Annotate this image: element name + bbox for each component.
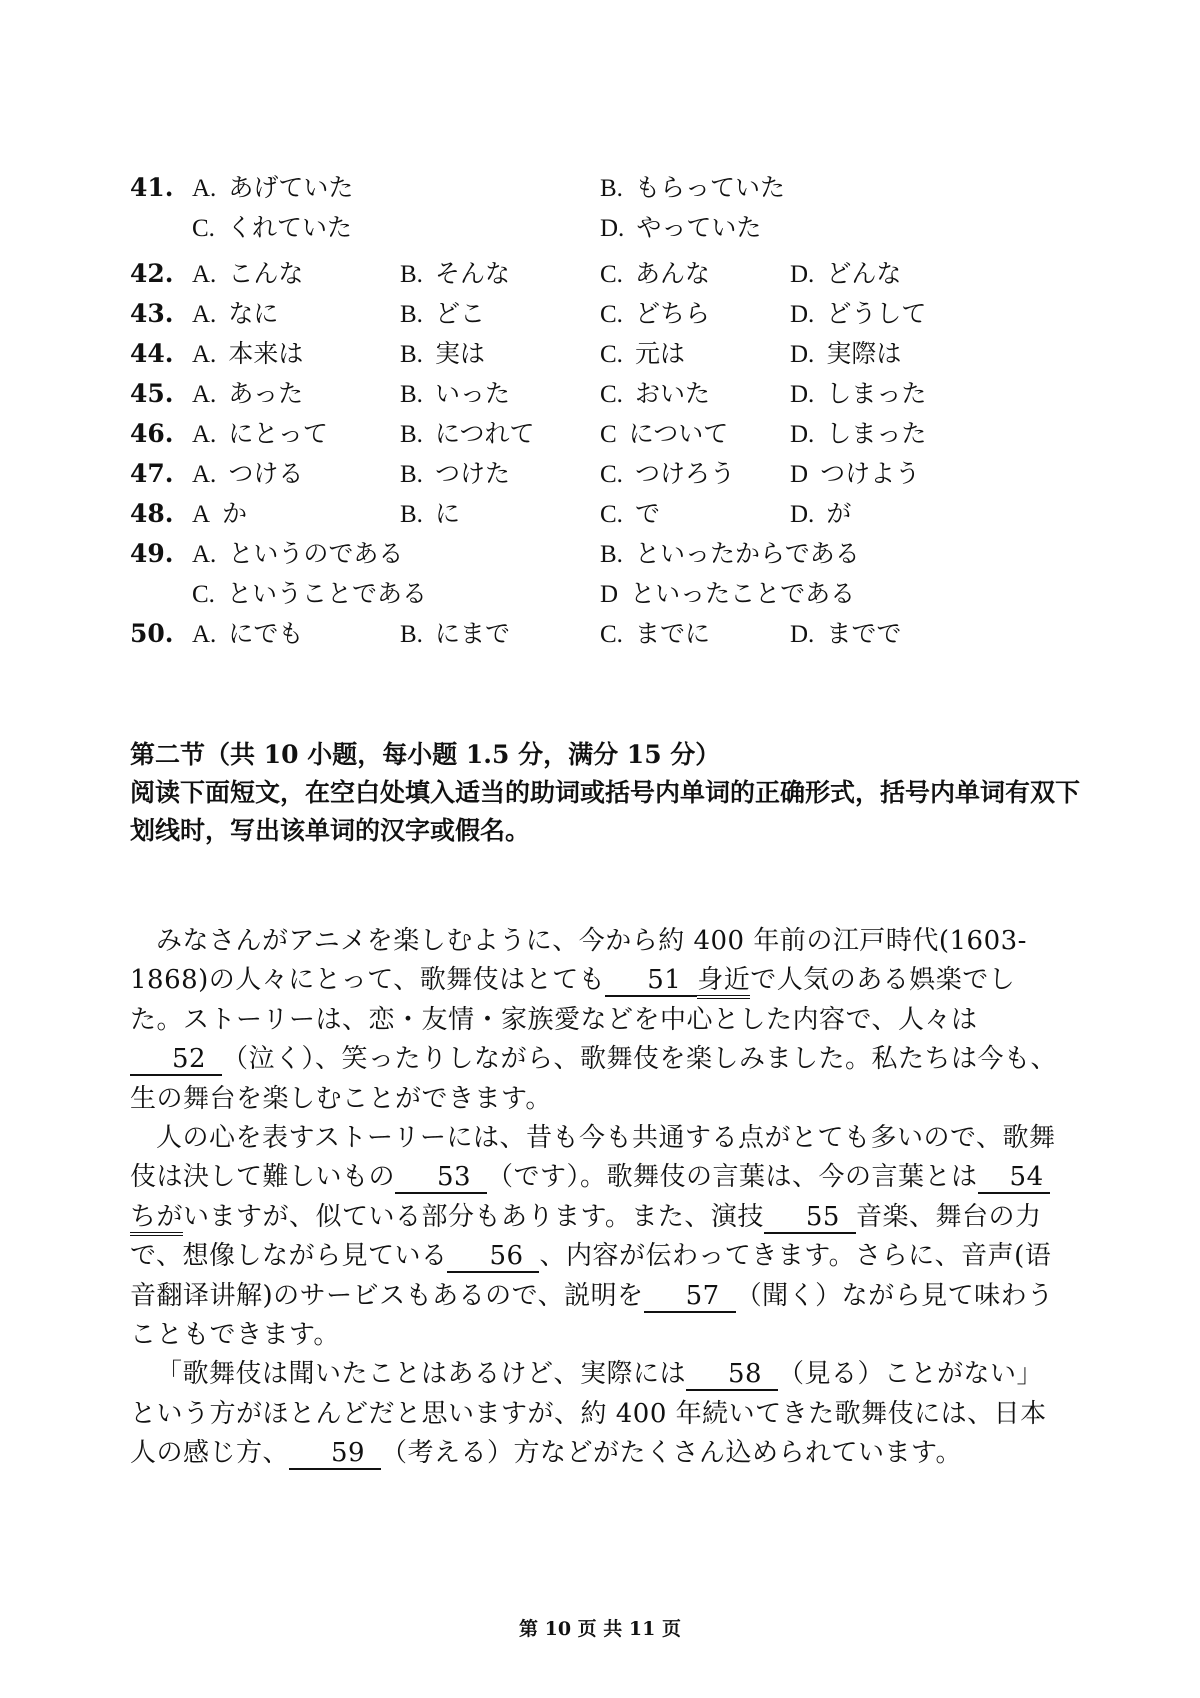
- option-d: D. しまった: [790, 379, 927, 408]
- blank-53[interactable]: 53: [395, 1162, 487, 1194]
- question-47: [130, 454, 1090, 494]
- question-number: 41.: [130, 173, 174, 202]
- option-d: D つけよう: [790, 459, 921, 488]
- option-b: B. 実は: [400, 339, 485, 368]
- hint-57: （聞く）: [735, 1280, 842, 1311]
- question-44: [130, 334, 1090, 374]
- option-b: B. にまで: [400, 619, 510, 648]
- hint-52: （泣く）: [222, 1044, 316, 1075]
- question-number: 48.: [130, 499, 174, 528]
- option-a: A. にでも: [192, 619, 304, 648]
- option-d: D. やっていた: [600, 213, 762, 242]
- blank-55[interactable]: 55: [764, 1202, 856, 1234]
- blank-56[interactable]: 56: [447, 1241, 539, 1273]
- option-b: B. どこ: [400, 299, 485, 328]
- option-a: A. にとって: [192, 419, 328, 448]
- option-c: C. くれていた: [192, 213, 352, 242]
- option-b: B. そんな: [400, 259, 510, 288]
- hint-54: ちが: [130, 1202, 183, 1236]
- option-d: D. までで: [790, 619, 902, 648]
- option-a: A. あった: [192, 379, 304, 408]
- question-number: 50.: [130, 619, 174, 648]
- question-number: 44.: [130, 339, 174, 368]
- option-b: B. もらっていた: [600, 173, 785, 202]
- option-c: C. つけろう: [600, 459, 735, 488]
- question-41-second-line: [130, 208, 1090, 248]
- question-50: [130, 614, 1090, 654]
- option-d: D. どうして: [790, 299, 927, 328]
- option-a: A. つける: [192, 459, 304, 488]
- reading-passage: [130, 922, 1068, 1474]
- option-b: B. つけた: [400, 459, 510, 488]
- question-number: 46.: [130, 419, 174, 448]
- question-number: 43.: [130, 299, 174, 328]
- question-number: 42.: [130, 259, 174, 288]
- multiple-choice-list: [130, 168, 1090, 654]
- option-d: D. どんな: [790, 259, 902, 288]
- section-instruction: 阅读下面短文，在空白处填入适当的助词或括号内单词的正确形式，括号内单词有双下划线时，写出该单词的汉字或假名。: [130, 778, 1081, 845]
- blank-59[interactable]: 59: [289, 1438, 381, 1470]
- question-45: [130, 374, 1090, 414]
- question-42: [130, 254, 1090, 294]
- hint-58: （見る）: [778, 1359, 885, 1390]
- question-46: [130, 414, 1090, 454]
- paragraph-3: 「歌舞伎は聞いたことはあるけど、実際には 58 （見る）ことがない」という方がほとんどだと思いますが、約 400 年続いてきた歌舞伎には、日本人の感じ方、 59 （考える）方などがたくさん込められています。: [130, 1359, 1047, 1469]
- option-a: A. なに: [192, 299, 279, 328]
- paragraph-2: 人の心を表すストーリーには、昔も今も共通する点がとても多いので、歌舞伎は決して難しいもの 53 （です）。歌舞伎の言葉は、今の言葉とは 54ちがいますが、似ている部分もあります。また、演技 55 音楽、舞台の力で、想像しながら見ている 56 、内容が伝わってきます。さらに、音声(语音翻译讲解)のサービスもあるので、説明を 57 （聞く）ながら見て味わうこともできます。: [130, 1123, 1056, 1351]
- paragraph-1: みなさんがアニメを楽しむように、今から約 400 年前の江戸時代(1603-1868)の人々にとって、歌舞伎はとても 51 身近で人気のある娯楽でした。ストーリーは、恋・友情・家族愛などを中心とした内容で、人々は52 （泣く）、笑ったりしながら、歌舞伎を楽しみました。私たちは今も、生の舞台を楽しむことができます。: [130, 926, 1058, 1114]
- hint-53: （です）: [487, 1162, 581, 1193]
- question-49-second-line: [130, 574, 1090, 614]
- option-b: B. といったからである: [600, 539, 860, 568]
- section-heading: 第二节（共 10 小题，每小题 1.5 分，满分 15 分）: [130, 740, 721, 769]
- option-a: A. というのである: [192, 539, 404, 568]
- option-c: C. までに: [600, 619, 710, 648]
- question-number: 49.: [130, 539, 174, 568]
- page-footer: 第 10 页 共 11 页: [519, 1618, 681, 1640]
- blank-51[interactable]: 51: [605, 965, 697, 997]
- option-c: C. 元は: [600, 339, 685, 368]
- hint-59: （考える）: [381, 1438, 514, 1469]
- option-c: C. で: [600, 499, 660, 528]
- option-b: B. に: [400, 499, 460, 528]
- option-a: A. 本来は: [192, 339, 304, 368]
- question-number: 47.: [130, 459, 174, 488]
- question-49: [130, 534, 1090, 574]
- hint-51: 身近: [697, 965, 750, 999]
- question-number: 45.: [130, 379, 174, 408]
- section-two: [130, 736, 1080, 850]
- option-d: D. しまった: [790, 419, 927, 448]
- question-48: [130, 494, 1090, 534]
- option-c: C. どちら: [600, 299, 710, 328]
- option-b: B. につれて: [400, 419, 535, 448]
- option-a: A か: [192, 499, 248, 528]
- option-d: D. 実際は: [790, 339, 902, 368]
- blank-54[interactable]: 54: [978, 1162, 1050, 1194]
- option-a: A. あげていた: [192, 173, 354, 202]
- blank-58[interactable]: 58: [686, 1359, 778, 1391]
- blank-52[interactable]: 52: [130, 1044, 222, 1076]
- option-c: C. おいた: [600, 379, 710, 408]
- option-b: B. いった: [400, 379, 510, 408]
- option-c: C. ということである: [192, 579, 427, 608]
- option-a: A. こんな: [192, 259, 304, 288]
- blank-57[interactable]: 57: [644, 1281, 736, 1313]
- option-c: C. あんな: [600, 259, 710, 288]
- question-43: [130, 294, 1090, 334]
- question-41: [130, 168, 1090, 208]
- option-d: D. が: [790, 499, 852, 528]
- option-c: C について: [600, 419, 729, 448]
- option-d: D といったことである: [600, 579, 856, 608]
